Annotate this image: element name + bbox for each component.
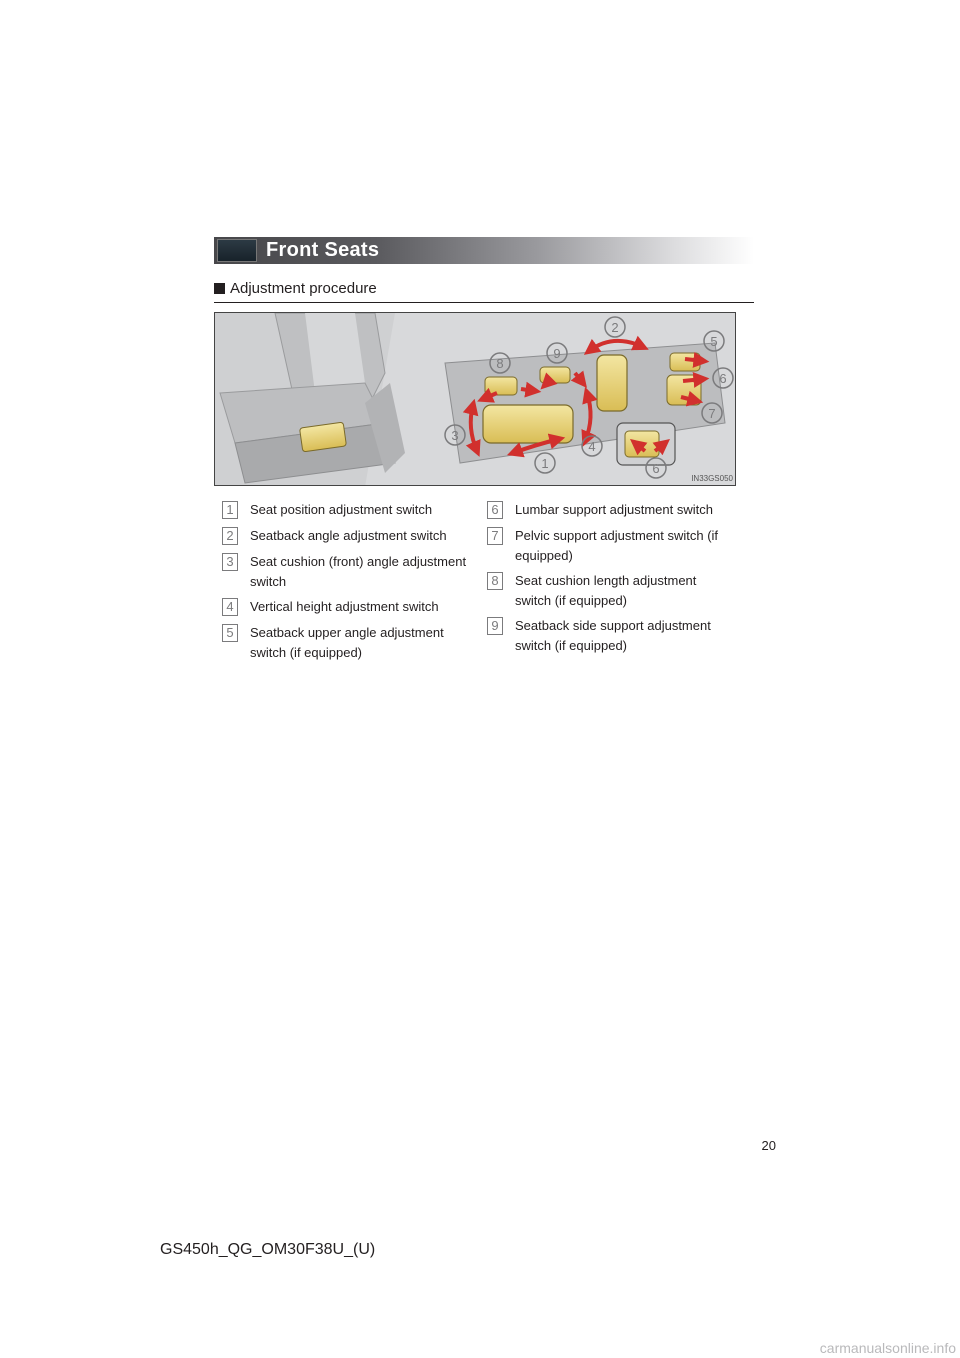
- legend-number: 6: [487, 501, 503, 519]
- callout-label-9: 9: [553, 346, 561, 361]
- callout-label-7: 7: [708, 406, 716, 421]
- callout-label-2: 2: [611, 320, 619, 335]
- legend-number: 5: [222, 624, 238, 642]
- heading-divider: [214, 302, 754, 303]
- section-title-bar: [214, 237, 754, 264]
- callout-label-8: 8: [496, 356, 504, 371]
- watermark: carmanualsonline.info: [819, 1340, 956, 1356]
- seat-switch-diagram: [215, 313, 736, 486]
- legend-text: Vertical height adjustment switch: [250, 599, 439, 614]
- section-thumbnail-image: [217, 239, 257, 262]
- figure-code: IN33GS050: [691, 474, 733, 483]
- legend-text: Lumbar support adjustment switch: [515, 502, 713, 517]
- legend-text: Seat cushion length adjustment switch (if equipped): [515, 573, 697, 608]
- legend-number: 8: [487, 572, 503, 590]
- legend-number: 7: [487, 527, 503, 545]
- legend-number: 4: [222, 598, 238, 616]
- legend-text: Seat position adjustment switch: [250, 502, 433, 517]
- square-bullet-icon: [214, 283, 225, 294]
- callout-label-6b: 6: [652, 461, 660, 476]
- legend-text: Seat cushion (front) angle adjustment switch: [250, 554, 467, 589]
- legend-text: Pelvic support adjustment switch (if equipped): [515, 528, 719, 563]
- legend-text: Seatback angle adjustment switch: [250, 528, 447, 543]
- callout-label-4: 4: [588, 439, 596, 454]
- legend-number: 9: [487, 617, 503, 635]
- legend-number: 2: [222, 527, 238, 545]
- footer-document-code: GS450h_QG_OM30F38U_(U): [160, 1241, 376, 1258]
- subsection-heading: [214, 280, 754, 297]
- callout-label-3: 3: [451, 428, 459, 443]
- legend-number: 3: [222, 553, 238, 571]
- legend-text: Seatback upper angle adjustment switch (if equipped): [250, 625, 444, 660]
- legend-number: 1: [222, 501, 238, 519]
- callout-label-1: 1: [541, 456, 549, 471]
- callout-label-6a: 6: [719, 371, 727, 386]
- page-title: Front Seats: [266, 239, 380, 261]
- seat-switch-illustration: [214, 312, 736, 486]
- subsection-title: Adjustment procedure: [230, 280, 377, 297]
- legend-text: Seatback side support adjustment switch (if equipped): [515, 618, 711, 653]
- callout-label-5: 5: [710, 334, 718, 349]
- page-number: 20: [761, 1138, 776, 1153]
